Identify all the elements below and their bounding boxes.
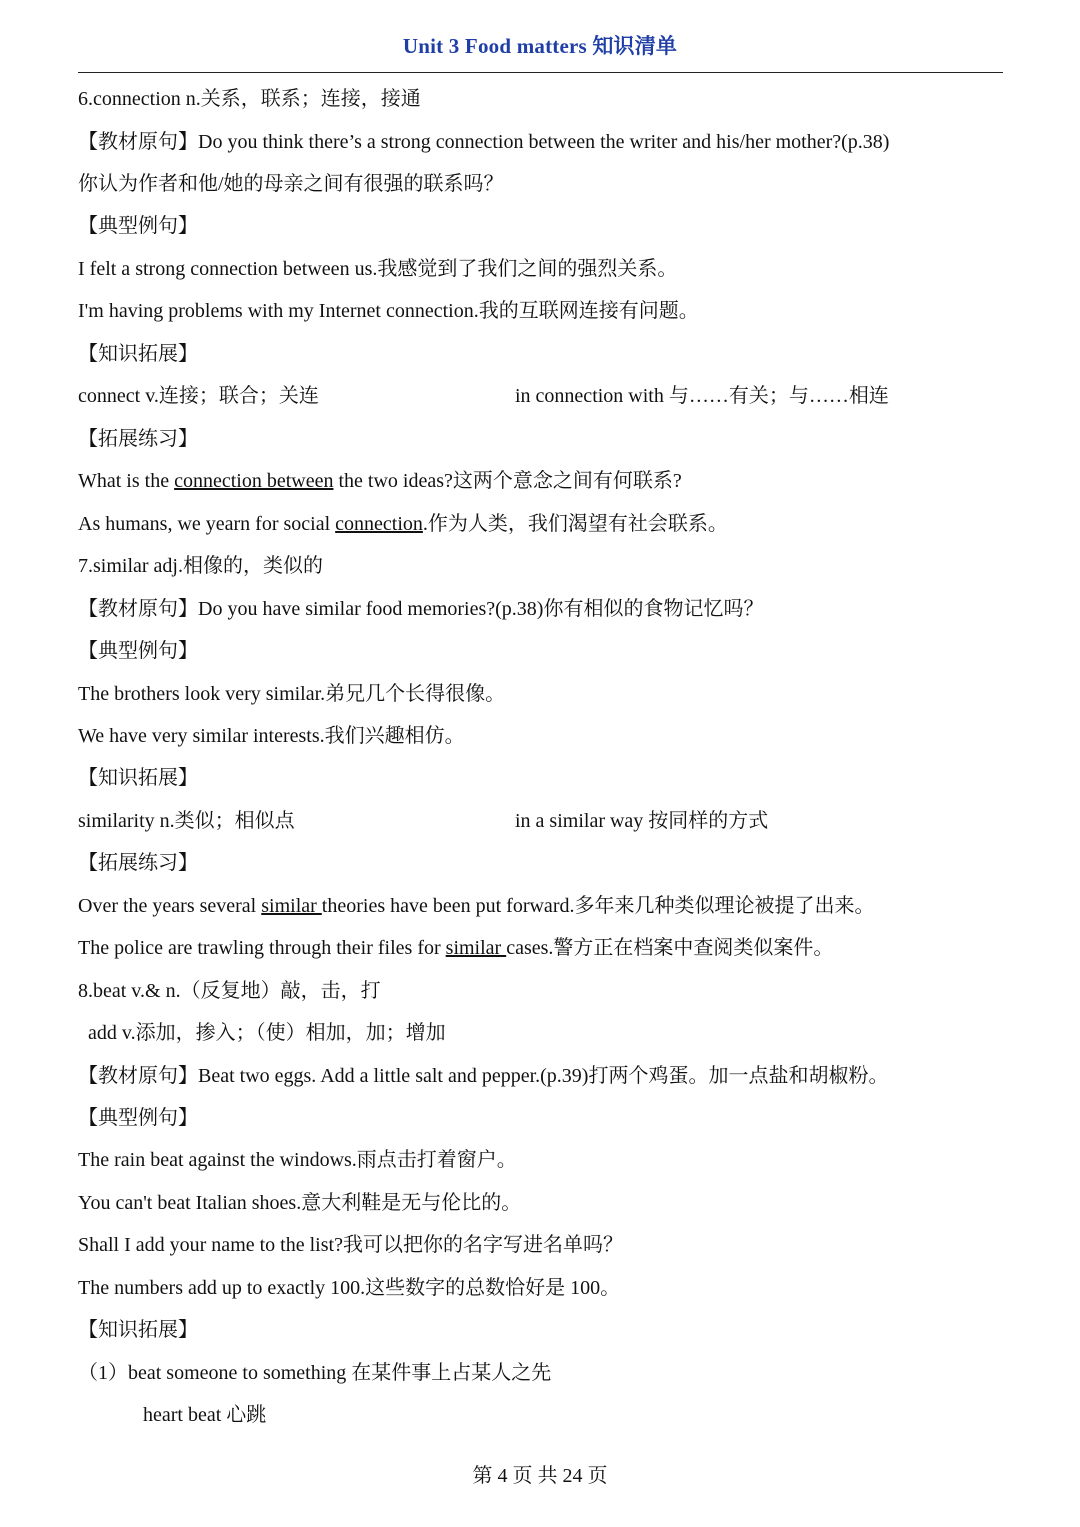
section-6-expand-row [78,382,319,410]
section-8-expand-1: （1）beat someone to something 在某件事上占某人之先 [78,1362,552,1384]
section-8-example-4: The numbers add up to exactly 100.这些数字的总数恰好是 100。 [78,1277,621,1299]
practice-answer: similar [261,895,322,917]
section-8-expand-tag: 【知识拓展】 [78,1319,198,1341]
textbook-sentence: Beat two eggs. Add a little salt and pepper.(p.39)打两个鸡蛋。加一点盐和胡椒粉。 [198,1065,889,1087]
section-7-expand-right: in a similar way 按同样的方式 [515,810,769,832]
practice-text: the two ideas?这两个意念之间有何联系? [333,470,682,492]
practice-text: theories have been put forward.多年来几种类似理论被提了出来。 [321,895,875,917]
practice-text: What is the [78,470,175,492]
section-7-textbook-line [78,595,763,623]
expand-left: connect v.连接；联合；关连 [78,385,319,407]
page-footer: 第 4 页 共 24 页 [472,1465,608,1487]
section-6-expand-right: in connection with 与……有关；与……相连 [515,385,889,407]
textbook-sentence: Do you think there’s a strong connection between the writer and his/her mother?(p.38) [198,131,890,153]
section-7-practice-2 [78,934,833,962]
section-6-example-1: I felt a strong connection between us.我感觉到了我们之间的强烈关系。 [78,258,678,280]
section-6-practice-1 [78,467,682,495]
section-7-expand-left: similarity n.类似；相似点 [78,810,295,832]
practice-text: cases.警方正在档案中查阅类似案件。 [506,937,834,959]
section-8-example-1: The rain beat against the windows.雨点击打着窗户。 [78,1149,517,1171]
section-8-heading-2: add v.添加，掺入；（使）相加，加；增加 [88,1022,446,1044]
tag-textbook: 【教材原句】 [78,131,198,153]
practice-text: Over the years several [78,895,262,917]
practice-text: .作为人类，我们渴望有社会联系。 [422,513,728,535]
section-8-textbook-line [78,1062,888,1090]
section-6-practice-tag: 【拓展练习】 [78,428,198,450]
section-8-examples-tag: 【典型例句】 [78,1107,198,1129]
section-8-example-2: You can't beat Italian shoes.意大利鞋是无与伦比的。 [78,1192,522,1214]
section-7-practice-tag: 【拓展练习】 [78,852,198,874]
section-6-practice-2 [78,510,728,538]
header-divider [78,72,1003,73]
page-header-title: Unit 3 Food matters 知识清单 [402,34,678,58]
practice-text: As humans, we yearn for social [78,513,336,535]
section-8-expand-2: heart beat 心跳 [143,1404,267,1426]
section-7-expand-tag: 【知识拓展】 [78,767,198,789]
section-7-practice-1 [78,892,874,920]
practice-answer: similar [445,937,507,959]
practice-answer: connection [335,513,423,535]
section-6-heading: 6.connection n.关系，联系；连接，接通 [78,88,421,110]
tag-textbook: 【教材原句】 [78,1065,198,1087]
textbook-sentence: Do you have similar food memories?(p.38)你有相似的食物记忆吗？ [198,598,764,620]
section-6-example-2: I'm having problems with my Internet connection.我的互联网连接有问题。 [78,300,699,322]
section-7-example-2: We have very similar interests.我们兴趣相仿。 [78,725,465,747]
section-6-textbook-translation: 你认为作者和他/她的母亲之间有很强的联系吗？ [78,173,504,195]
section-8-heading: 8.beat v.& n.（反复地）敲，击，打 [78,980,381,1002]
section-6-examples-tag: 【典型例句】 [78,215,198,237]
section-8-example-3: Shall I add your name to the list?我可以把你的名字写进名单吗？ [78,1234,623,1256]
section-7-heading: 7.similar adj.相像的，类似的 [78,555,323,577]
tag-textbook: 【教材原句】 [78,598,198,620]
section-7-example-1: The brothers look very similar.弟兄几个长得很像。 [78,683,506,705]
practice-text: The police are trawling through their files for [78,937,446,959]
section-6-expand-tag: 【知识拓展】 [78,343,198,365]
section-7-examples-tag: 【典型例句】 [78,640,198,662]
section-6-textbook-line [78,128,889,156]
practice-answer: connection between [174,470,334,492]
